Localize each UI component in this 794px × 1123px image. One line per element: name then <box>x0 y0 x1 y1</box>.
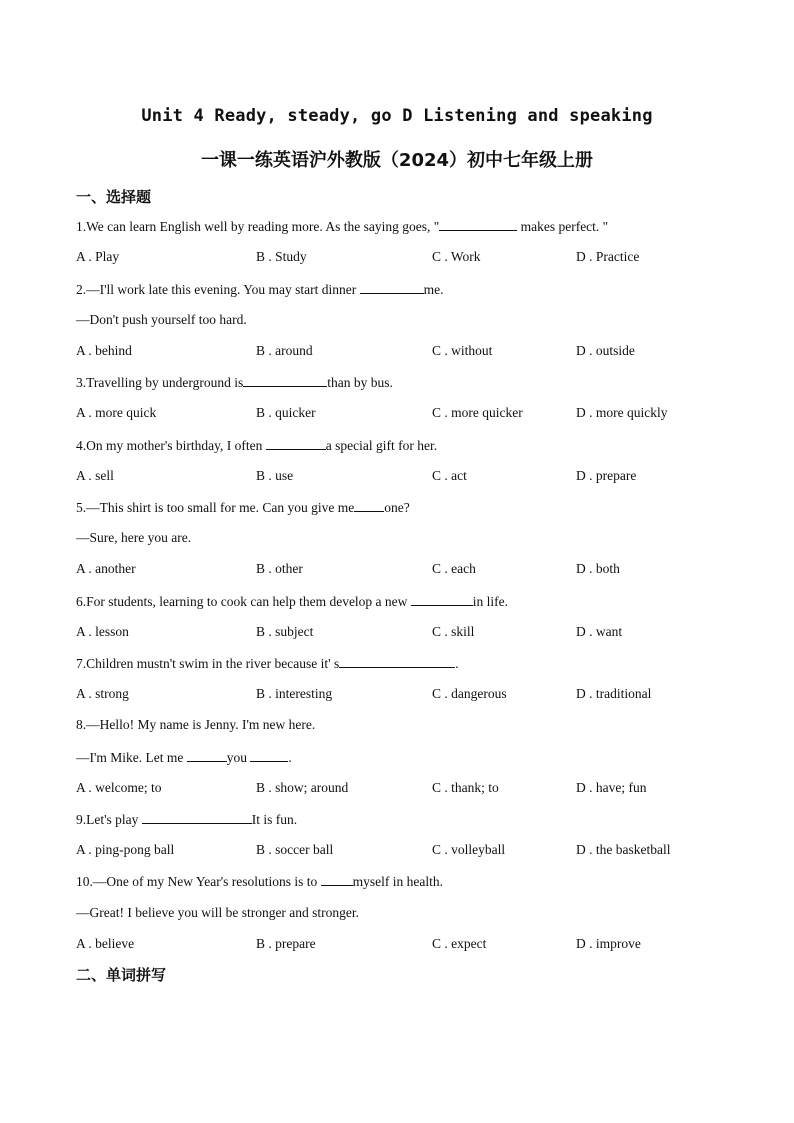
question-text: 4.On my mother's birthday, I often <box>76 438 266 453</box>
question-text: 2.—I'll work late this evening. You may start dinner <box>76 282 360 297</box>
question-text: 8.—Hello! My name is Jenny. I'm new here. <box>76 717 316 732</box>
option-a[interactable]: A . more quick <box>76 405 157 420</box>
question-text: 1.We can learn English well by reading more. As the saying goes, " <box>76 219 440 234</box>
option-d[interactable]: D . prepare <box>576 468 637 483</box>
option-a[interactable]: A . lesson <box>76 624 129 639</box>
question-text: one? <box>384 500 410 515</box>
option-d[interactable]: D . outside <box>576 343 635 358</box>
option-c[interactable]: C . expect <box>432 936 487 951</box>
option-a[interactable]: A . sell <box>76 468 114 483</box>
dialogue-text: you <box>226 750 251 765</box>
answer-options <box>76 684 716 704</box>
section-heading-spelling: 二、单词拼写 <box>76 966 167 984</box>
dialogue-text: —Don't push yourself too hard. <box>76 312 247 327</box>
option-d[interactable]: D . want <box>576 624 623 639</box>
question-text: It is fun. <box>251 812 298 827</box>
question-dialogue-line <box>76 310 247 330</box>
dialogue-text: —Great! I believe you will be stronger and stronger. <box>76 905 360 920</box>
option-b[interactable]: B . show; around <box>256 780 349 795</box>
option-b[interactable]: B . around <box>256 343 313 358</box>
option-b[interactable]: B . quicker <box>256 405 316 420</box>
question-stem <box>76 497 410 517</box>
dialogue-text: —I'm Mike. Let me <box>76 750 187 765</box>
question-text: 7.Children mustn't swim in the river because it' s <box>76 656 340 671</box>
question-stem <box>76 715 315 735</box>
answer-blank <box>339 653 455 668</box>
question-text: 6.For students, learning to cook can help them develop a new <box>76 594 411 609</box>
answer-options <box>76 341 716 361</box>
dialogue-text: . <box>288 750 292 765</box>
question-dialogue-line <box>76 747 292 767</box>
document-title-english: Unit 4 Ready, steady, go D Listening and speaking <box>141 106 653 126</box>
question-text: 10.—One of my New Year's resolutions is to <box>76 874 321 889</box>
option-c[interactable]: C . volleyball <box>432 842 506 857</box>
option-a[interactable]: A . Play <box>76 249 120 264</box>
question-text: 9.Let's play <box>76 812 142 827</box>
dialogue-text: —Sure, here you are. <box>76 530 192 545</box>
option-c[interactable]: C . dangerous <box>432 686 507 701</box>
option-a[interactable]: A . another <box>76 561 136 576</box>
answer-blank <box>187 747 227 762</box>
answer-blank <box>266 435 326 450</box>
question-stem <box>76 435 437 455</box>
question-text: me. <box>423 282 444 297</box>
option-c[interactable]: C . thank; to <box>432 780 499 795</box>
answer-blank <box>142 809 252 824</box>
question-stem <box>76 279 444 299</box>
option-a[interactable]: A . behind <box>76 343 132 358</box>
question-text: myself in health. <box>352 874 444 889</box>
option-a[interactable]: A . welcome; to <box>76 780 162 795</box>
option-a[interactable]: A . believe <box>76 936 135 951</box>
question-stem <box>76 653 459 673</box>
answer-options <box>76 840 716 860</box>
option-d[interactable]: D . traditional <box>576 686 652 701</box>
question-stem <box>76 372 393 392</box>
answer-blank <box>360 279 424 294</box>
answer-options <box>76 934 716 954</box>
answer-blank <box>439 216 517 231</box>
question-stem <box>76 591 508 611</box>
answer-blank <box>411 591 473 606</box>
option-d[interactable]: D . have; fun <box>576 780 647 795</box>
option-d[interactable]: D . improve <box>576 936 641 951</box>
option-b[interactable]: B . use <box>256 468 294 483</box>
answer-options <box>76 778 716 798</box>
option-d[interactable]: D . both <box>576 561 620 576</box>
question-dialogue-line <box>76 528 191 548</box>
option-b[interactable]: B . soccer ball <box>256 842 334 857</box>
answer-blank <box>250 747 288 762</box>
option-d[interactable]: D . Practice <box>576 249 640 264</box>
option-b[interactable]: B . prepare <box>256 936 316 951</box>
answer-blank <box>354 497 384 512</box>
question-text: in life. <box>472 594 509 609</box>
option-c[interactable]: C . more quicker <box>432 405 523 420</box>
answer-blank <box>321 871 353 886</box>
option-c[interactable]: C . act <box>432 468 467 483</box>
question-text: makes perfect. " <box>517 219 609 234</box>
answer-options <box>76 403 716 423</box>
question-dialogue-line <box>76 903 359 923</box>
answer-blank <box>243 372 327 387</box>
question-stem <box>76 216 608 236</box>
option-c[interactable]: C . skill <box>432 624 475 639</box>
option-b[interactable]: B . subject <box>256 624 314 639</box>
option-c[interactable]: C . Work <box>432 249 481 264</box>
option-a[interactable]: A . ping-pong ball <box>76 842 175 857</box>
answer-options <box>76 466 716 486</box>
option-d[interactable]: D . the basketball <box>576 842 671 857</box>
question-text: 3.Travelling by underground is <box>76 375 244 390</box>
option-a[interactable]: A . strong <box>76 686 129 701</box>
option-d[interactable]: D . more quickly <box>576 405 668 420</box>
option-b[interactable]: B . interesting <box>256 686 333 701</box>
question-text: . <box>455 656 459 671</box>
question-stem <box>76 809 297 829</box>
option-b[interactable]: B . other <box>256 561 303 576</box>
section-heading-choice: 一、选择题 <box>76 188 152 206</box>
answer-options <box>76 622 716 642</box>
document-title-chinese: 一课一练英语沪外教版（2024）初中七年级上册 <box>200 150 594 171</box>
question-stem <box>76 871 443 891</box>
option-b[interactable]: B . Study <box>256 249 307 264</box>
answer-options <box>76 559 716 579</box>
answer-options <box>76 247 716 267</box>
question-text: than by bus. <box>327 375 393 390</box>
option-c[interactable]: C . each <box>432 561 476 576</box>
question-text: a special gift for her. <box>325 438 438 453</box>
question-text: 5.—This shirt is too small for me. Can you give me <box>76 500 355 515</box>
option-c[interactable]: C . without <box>432 343 493 358</box>
